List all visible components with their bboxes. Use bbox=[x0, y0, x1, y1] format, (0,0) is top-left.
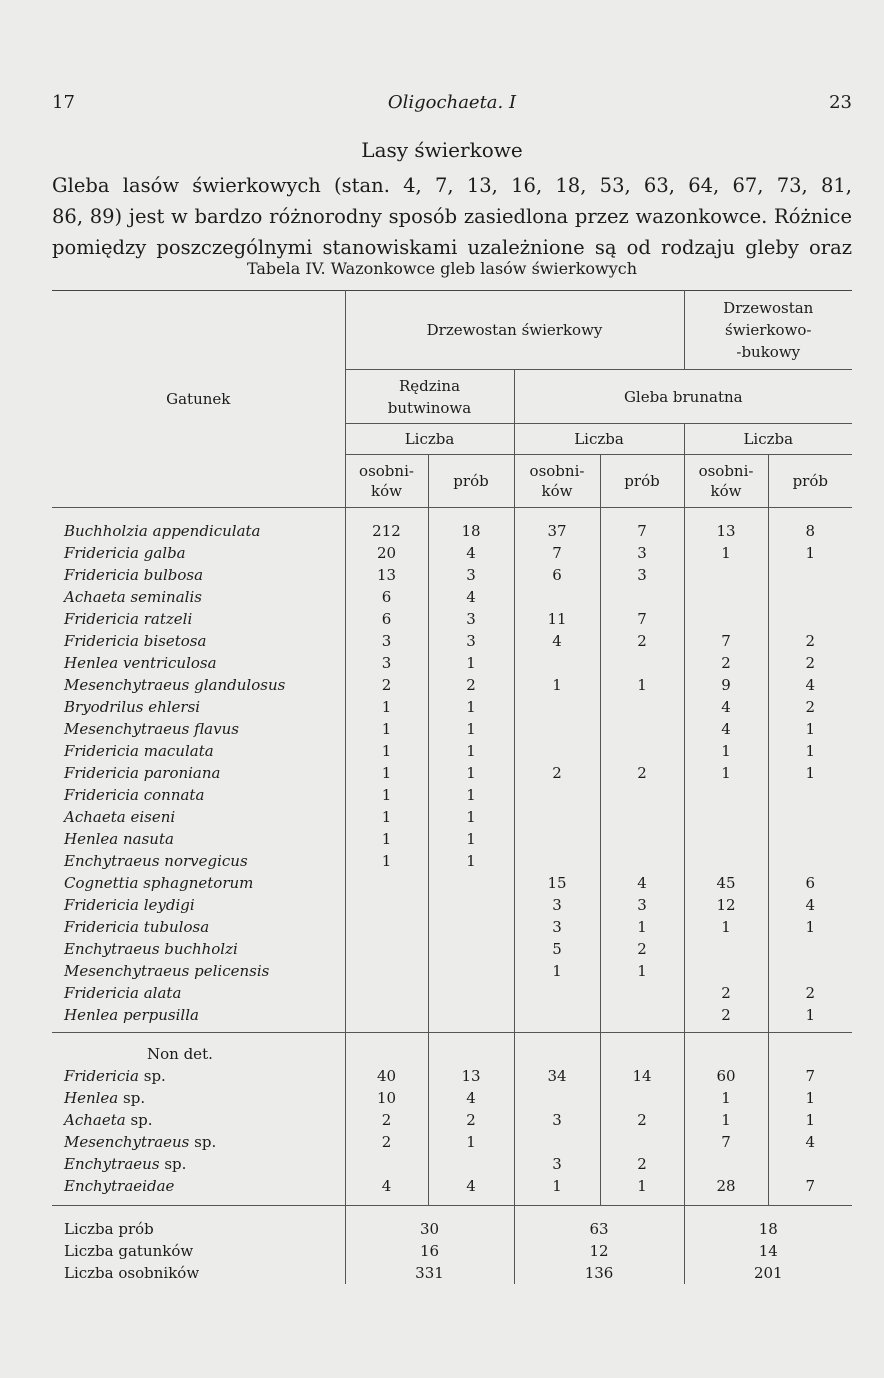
summary-row bbox=[52, 1262, 852, 1284]
mixed-stand-individuals: 7 bbox=[684, 630, 768, 652]
brown-soil-samples: 1 bbox=[600, 916, 684, 938]
mixed-stand-samples: 6 bbox=[768, 872, 852, 894]
rendzina-samples: 1 bbox=[428, 740, 514, 762]
table-row bbox=[52, 718, 852, 740]
mixed-stand-individuals: 1 bbox=[684, 1109, 768, 1131]
brown-soil-individuals: 3 bbox=[514, 1153, 600, 1175]
brown-soil-individuals: 11 bbox=[514, 608, 600, 630]
taxon-name bbox=[52, 1131, 345, 1153]
mixed-stand-individuals: 4 bbox=[684, 696, 768, 718]
table-row bbox=[52, 1175, 852, 1206]
rendzina-samples: 1 bbox=[428, 652, 514, 674]
genus-name: Enchytraeidae bbox=[64, 1177, 175, 1195]
rendzina-individuals bbox=[345, 960, 428, 982]
non-det-section bbox=[52, 1033, 852, 1206]
rendzina-samples bbox=[428, 960, 514, 982]
brown-soil-individuals bbox=[514, 784, 600, 806]
rendzina-samples: 1 bbox=[428, 1131, 514, 1153]
mixed-stand-individuals: 2 bbox=[684, 652, 768, 674]
rendzina-individuals: 40 bbox=[345, 1065, 428, 1087]
species-name: Mesenchytraeus flavus bbox=[64, 720, 239, 738]
mixed-stand-samples: 2 bbox=[768, 652, 852, 674]
brown-soil-individuals: 1 bbox=[514, 674, 600, 696]
genus-name: Achaeta bbox=[64, 1111, 126, 1129]
brown-soil-samples bbox=[600, 718, 684, 740]
rendzina-individuals: 13 bbox=[345, 564, 428, 586]
rendzina-individuals: 1 bbox=[345, 784, 428, 806]
header-individuals: osobni- ków bbox=[684, 455, 768, 508]
mixed-stand-samples: 2 bbox=[768, 630, 852, 652]
brown-soil-samples bbox=[600, 828, 684, 850]
table-row bbox=[52, 938, 852, 960]
species-name: Mesenchytraeus glandulosus bbox=[64, 676, 286, 694]
brown-soil-samples: 3 bbox=[600, 894, 684, 916]
header-soil-rendzina: Rędzina butwinowa bbox=[345, 370, 514, 424]
mixed-stand-individuals: 1 bbox=[684, 1087, 768, 1109]
table-header bbox=[52, 291, 852, 508]
rendzina-samples: 3 bbox=[428, 608, 514, 630]
rendzina-individuals bbox=[345, 1153, 428, 1175]
mixed-stand-samples bbox=[768, 1153, 852, 1175]
taxon-name bbox=[52, 1175, 345, 1206]
table-row bbox=[52, 828, 852, 850]
mixed-stand-samples bbox=[768, 608, 852, 630]
rendzina-total: 30 bbox=[345, 1206, 514, 1241]
rendzina-individuals: 1 bbox=[345, 850, 428, 872]
rendzina-individuals: 6 bbox=[345, 608, 428, 630]
rendzina-samples: 1 bbox=[428, 718, 514, 740]
rendzina-individuals: 3 bbox=[345, 630, 428, 652]
rendzina-samples: 2 bbox=[428, 674, 514, 696]
mixed-stand-individuals: 1 bbox=[684, 542, 768, 564]
brown-soil-individuals: 2 bbox=[514, 762, 600, 784]
mixed-stand-individuals bbox=[684, 938, 768, 960]
mixed-stand-samples: 4 bbox=[768, 894, 852, 916]
rendzina-samples bbox=[428, 872, 514, 894]
mixed-stand-individuals: 28 bbox=[684, 1175, 768, 1206]
species-name: Fridericia paroniana bbox=[64, 764, 221, 782]
brown-soil-total: 136 bbox=[514, 1262, 684, 1284]
rendzina-samples: 1 bbox=[428, 762, 514, 784]
rendzina-individuals: 212 bbox=[345, 508, 428, 543]
genus-name: Fridericia bbox=[64, 1067, 139, 1085]
summary-row bbox=[52, 1240, 852, 1262]
table-row bbox=[52, 762, 852, 784]
brown-soil-individuals bbox=[514, 982, 600, 1004]
mixed-stand-total: 201 bbox=[684, 1262, 852, 1284]
brown-soil-samples bbox=[600, 806, 684, 828]
brown-soil-individuals: 4 bbox=[514, 630, 600, 652]
mixed-stand-samples: 2 bbox=[768, 696, 852, 718]
brown-soil-samples: 14 bbox=[600, 1065, 684, 1087]
paragraph-line: pomiędzy poszczególnymi stanowiskami uzależnione są od rodzaju gleby oraz bbox=[52, 236, 852, 259]
species-name: Fridericia ratzeli bbox=[64, 610, 193, 628]
taxon-name bbox=[52, 1087, 345, 1109]
rendzina-individuals bbox=[345, 872, 428, 894]
species-name: Fridericia galba bbox=[64, 544, 186, 562]
mixed-stand-individuals: 7 bbox=[684, 1131, 768, 1153]
rendzina-individuals: 6 bbox=[345, 586, 428, 608]
genus-name: Mesenchytraeus bbox=[64, 1133, 190, 1151]
species-name: Achaeta seminalis bbox=[64, 588, 202, 606]
table-row bbox=[52, 872, 852, 894]
brown-soil-individuals bbox=[514, 696, 600, 718]
rendzina-individuals bbox=[345, 982, 428, 1004]
genus-name: Henlea bbox=[64, 1089, 119, 1107]
brown-soil-samples: 2 bbox=[600, 938, 684, 960]
mixed-stand-individuals bbox=[684, 784, 768, 806]
mixed-stand-samples bbox=[768, 828, 852, 850]
mixed-stand-samples: 1 bbox=[768, 1087, 852, 1109]
brown-soil-individuals bbox=[514, 850, 600, 872]
summary-label: Liczba osobników bbox=[64, 1264, 200, 1282]
epithet-abbrev: sp. bbox=[130, 1111, 153, 1129]
mixed-stand-samples bbox=[768, 960, 852, 982]
mixed-stand-samples: 1 bbox=[768, 1004, 852, 1033]
mixed-stand-individuals: 1 bbox=[684, 762, 768, 784]
rendzina-individuals: 2 bbox=[345, 674, 428, 696]
header-stand-spruce: Drzewostan świerkowy bbox=[345, 291, 684, 370]
epithet-abbrev: sp. bbox=[143, 1067, 166, 1085]
rendzina-samples bbox=[428, 1004, 514, 1033]
brown-soil-samples: 1 bbox=[600, 1175, 684, 1206]
summary-label: Liczba gatunków bbox=[64, 1242, 194, 1260]
brown-soil-samples: 2 bbox=[600, 1153, 684, 1175]
mixed-stand-samples: 1 bbox=[768, 542, 852, 564]
rendzina-individuals: 1 bbox=[345, 762, 428, 784]
rendzina-individuals bbox=[345, 1004, 428, 1033]
rendzina-samples: 18 bbox=[428, 508, 514, 543]
brown-soil-individuals: 5 bbox=[514, 938, 600, 960]
rendzina-samples: 3 bbox=[428, 630, 514, 652]
empty-cell bbox=[600, 1033, 684, 1066]
table-row bbox=[52, 894, 852, 916]
brown-soil-total: 63 bbox=[514, 1206, 684, 1241]
brown-soil-samples: 4 bbox=[600, 872, 684, 894]
table-row bbox=[52, 696, 852, 718]
mixed-stand-individuals: 9 bbox=[684, 674, 768, 696]
mixed-stand-individuals: 13 bbox=[684, 508, 768, 543]
mixed-stand-individuals bbox=[684, 960, 768, 982]
table-row bbox=[52, 916, 852, 938]
brown-soil-samples: 2 bbox=[600, 630, 684, 652]
rendzina-samples: 4 bbox=[428, 586, 514, 608]
empty-cell bbox=[428, 1033, 514, 1066]
mixed-stand-individuals: 60 bbox=[684, 1065, 768, 1087]
running-header bbox=[52, 92, 852, 120]
rendzina-samples: 13 bbox=[428, 1065, 514, 1087]
mixed-stand-individuals: 2 bbox=[684, 1004, 768, 1033]
rendzina-total: 331 bbox=[345, 1262, 514, 1284]
header-samples: prób bbox=[600, 455, 684, 508]
table-row bbox=[52, 982, 852, 1004]
mixed-stand-individuals bbox=[684, 850, 768, 872]
brown-soil-samples bbox=[600, 586, 684, 608]
rendzina-samples bbox=[428, 916, 514, 938]
brown-soil-samples: 3 bbox=[600, 542, 684, 564]
rendzina-individuals: 1 bbox=[345, 828, 428, 850]
brown-soil-samples: 1 bbox=[600, 960, 684, 982]
mixed-stand-samples: 1 bbox=[768, 718, 852, 740]
brown-soil-individuals: 1 bbox=[514, 960, 600, 982]
rendzina-individuals: 10 bbox=[345, 1087, 428, 1109]
rendzina-samples: 3 bbox=[428, 564, 514, 586]
rendzina-individuals bbox=[345, 938, 428, 960]
table-caption: Tabela IV. Wazonkowce gleb lasów świerkowych bbox=[246, 259, 638, 278]
mixed-stand-individuals: 4 bbox=[684, 718, 768, 740]
taxon-name bbox=[52, 1065, 345, 1087]
brown-soil-samples: 7 bbox=[600, 608, 684, 630]
mixed-stand-samples: 7 bbox=[768, 1065, 852, 1087]
header-count: Liczba bbox=[684, 424, 852, 455]
mixed-stand-individuals bbox=[684, 608, 768, 630]
brown-soil-individuals: 3 bbox=[514, 894, 600, 916]
brown-soil-individuals bbox=[514, 718, 600, 740]
page-number-right: 23 bbox=[829, 92, 852, 113]
header-count: Liczba bbox=[514, 424, 684, 455]
table-row bbox=[52, 1153, 852, 1175]
brown-soil-individuals bbox=[514, 1131, 600, 1153]
brown-soil-samples bbox=[600, 740, 684, 762]
mixed-stand-samples bbox=[768, 850, 852, 872]
header-individuals: osobni- ków bbox=[514, 455, 600, 508]
epithet-abbrev: sp. bbox=[164, 1155, 187, 1173]
mixed-stand-samples: 2 bbox=[768, 982, 852, 1004]
table-row bbox=[52, 740, 852, 762]
empty-cell bbox=[345, 1033, 428, 1066]
non-det-label: Non det. bbox=[52, 1033, 345, 1066]
brown-soil-individuals bbox=[514, 1087, 600, 1109]
table-row bbox=[52, 1033, 852, 1066]
page-number-left: 17 bbox=[52, 92, 75, 113]
rendzina-individuals: 3 bbox=[345, 652, 428, 674]
mixed-stand-individuals: 1 bbox=[684, 740, 768, 762]
species-name: Fridericia bulbosa bbox=[64, 566, 204, 584]
species-name: Cognettia sphagnetorum bbox=[64, 874, 254, 892]
table-row bbox=[52, 1109, 852, 1131]
mixed-stand-samples: 7 bbox=[768, 1175, 852, 1206]
rendzina-samples: 1 bbox=[428, 696, 514, 718]
brown-soil-samples bbox=[600, 982, 684, 1004]
species-name: Fridericia connata bbox=[64, 786, 205, 804]
empty-cell bbox=[768, 1033, 852, 1066]
brown-soil-individuals bbox=[514, 828, 600, 850]
brown-soil-individuals bbox=[514, 652, 600, 674]
taxon-name bbox=[52, 1153, 345, 1175]
mixed-stand-samples: 1 bbox=[768, 1109, 852, 1131]
table-row bbox=[52, 630, 852, 652]
rendzina-samples: 4 bbox=[428, 542, 514, 564]
rendzina-individuals bbox=[345, 916, 428, 938]
epithet-abbrev: sp. bbox=[123, 1089, 146, 1107]
rendzina-samples bbox=[428, 1153, 514, 1175]
epithet-abbrev: sp. bbox=[194, 1133, 217, 1151]
table-row bbox=[52, 1087, 852, 1109]
mixed-stand-total: 18 bbox=[684, 1206, 852, 1241]
summary-section bbox=[52, 1206, 852, 1285]
paragraph-line: 86, 89) jest w bardzo różnorodny sposób zasiedlona przez wazonkowce. Różnice bbox=[52, 205, 852, 228]
rendzina-samples: 1 bbox=[428, 850, 514, 872]
genus-name: Enchytraeus bbox=[64, 1155, 160, 1173]
species-name: Mesenchytraeus pelicensis bbox=[64, 962, 270, 980]
species-name: Fridericia bisetosa bbox=[64, 632, 207, 650]
mixed-stand-samples: 4 bbox=[768, 674, 852, 696]
paragraph-line: Gleba lasów świerkowych (stan. 4, 7, 13, 16, 18, 53, 63, 64, 67, 73, 81, bbox=[52, 174, 852, 197]
brown-soil-individuals: 3 bbox=[514, 1109, 600, 1131]
summary-row bbox=[52, 1206, 852, 1241]
brown-soil-samples bbox=[600, 1131, 684, 1153]
rendzina-individuals: 2 bbox=[345, 1131, 428, 1153]
body-paragraph bbox=[52, 170, 852, 263]
table-row bbox=[52, 652, 852, 674]
brown-soil-individuals: 37 bbox=[514, 508, 600, 543]
section-title: Lasy świerkowe bbox=[361, 138, 523, 162]
brown-soil-individuals: 6 bbox=[514, 564, 600, 586]
brown-soil-individuals bbox=[514, 586, 600, 608]
mixed-stand-samples bbox=[768, 806, 852, 828]
mixed-stand-samples bbox=[768, 564, 852, 586]
brown-soil-individuals: 34 bbox=[514, 1065, 600, 1087]
running-title: Oligochaeta. I bbox=[387, 92, 517, 113]
rendzina-samples bbox=[428, 894, 514, 916]
rendzina-samples: 1 bbox=[428, 784, 514, 806]
brown-soil-individuals: 7 bbox=[514, 542, 600, 564]
species-name: Fridericia alata bbox=[64, 984, 182, 1002]
rendzina-samples bbox=[428, 982, 514, 1004]
mixed-stand-samples bbox=[768, 586, 852, 608]
table-row bbox=[52, 806, 852, 828]
table-row bbox=[52, 784, 852, 806]
rendzina-individuals: 1 bbox=[345, 806, 428, 828]
rendzina-individuals: 2 bbox=[345, 1109, 428, 1131]
brown-soil-individuals bbox=[514, 740, 600, 762]
mixed-stand-individuals bbox=[684, 564, 768, 586]
mixed-stand-samples: 1 bbox=[768, 762, 852, 784]
brown-soil-samples: 3 bbox=[600, 564, 684, 586]
rendzina-individuals: 1 bbox=[345, 696, 428, 718]
column-header-species: Gatunek bbox=[52, 291, 345, 508]
species-name: Fridericia tubulosa bbox=[64, 918, 210, 936]
table-row bbox=[52, 608, 852, 630]
species-name: Henlea perpusilla bbox=[64, 1006, 199, 1024]
brown-soil-samples bbox=[600, 696, 684, 718]
header-samples: prób bbox=[428, 455, 514, 508]
empty-cell bbox=[684, 1033, 768, 1066]
mixed-stand-total: 14 bbox=[684, 1240, 852, 1262]
brown-soil-individuals bbox=[514, 806, 600, 828]
mixed-stand-individuals: 12 bbox=[684, 894, 768, 916]
brown-soil-individuals bbox=[514, 1004, 600, 1033]
mixed-stand-samples: 1 bbox=[768, 740, 852, 762]
empty-cell bbox=[514, 1033, 600, 1066]
species-name: Henlea nasuta bbox=[64, 830, 174, 848]
header-samples: prób bbox=[768, 455, 852, 508]
species-name: Fridericia leydigi bbox=[64, 896, 195, 914]
oligochaeta-table bbox=[52, 290, 852, 1284]
taxon-name bbox=[52, 1109, 345, 1131]
mixed-stand-samples: 4 bbox=[768, 1131, 852, 1153]
species-name: Buchholzia appendiculata bbox=[64, 522, 261, 540]
brown-soil-samples bbox=[600, 850, 684, 872]
mixed-stand-samples: 1 bbox=[768, 916, 852, 938]
brown-soil-samples: 7 bbox=[600, 508, 684, 543]
rendzina-individuals bbox=[345, 894, 428, 916]
table-row bbox=[52, 586, 852, 608]
rendzina-samples: 2 bbox=[428, 1109, 514, 1131]
table-row bbox=[52, 564, 852, 586]
rendzina-individuals: 20 bbox=[345, 542, 428, 564]
brown-soil-individuals: 15 bbox=[514, 872, 600, 894]
mixed-stand-individuals: 2 bbox=[684, 982, 768, 1004]
rendzina-samples: 4 bbox=[428, 1087, 514, 1109]
rendzina-samples: 4 bbox=[428, 1175, 514, 1206]
header-stand-mixed: Drzewostan świerkowo- -bukowy bbox=[684, 291, 852, 370]
brown-soil-samples bbox=[600, 1087, 684, 1109]
brown-soil-individuals: 1 bbox=[514, 1175, 600, 1206]
table-row bbox=[52, 1131, 852, 1153]
table-row bbox=[52, 508, 852, 543]
table-row bbox=[52, 850, 852, 872]
table-row bbox=[52, 1004, 852, 1033]
summary-label: Liczba prób bbox=[52, 1206, 345, 1241]
brown-soil-samples: 2 bbox=[600, 1109, 684, 1131]
header-individuals: osobni- ków bbox=[345, 455, 428, 508]
rendzina-samples bbox=[428, 938, 514, 960]
species-name: Henlea ventriculosa bbox=[64, 654, 217, 672]
table-row bbox=[52, 674, 852, 696]
header-soil-brown: Gleba brunatna bbox=[514, 370, 852, 424]
species-section bbox=[52, 508, 852, 1033]
species-name: Fridericia maculata bbox=[64, 742, 214, 760]
brown-soil-samples: 1 bbox=[600, 674, 684, 696]
species-name: Bryodrilus ehlersi bbox=[64, 698, 201, 716]
mixed-stand-individuals: 45 bbox=[684, 872, 768, 894]
brown-soil-total: 12 bbox=[514, 1240, 684, 1262]
brown-soil-samples bbox=[600, 784, 684, 806]
mixed-stand-samples bbox=[768, 938, 852, 960]
header-count: Liczba bbox=[345, 424, 514, 455]
rendzina-samples: 1 bbox=[428, 828, 514, 850]
mixed-stand-individuals bbox=[684, 586, 768, 608]
rendzina-individuals: 1 bbox=[345, 740, 428, 762]
rendzina-individuals: 1 bbox=[345, 718, 428, 740]
mixed-stand-individuals: 1 bbox=[684, 916, 768, 938]
species-name: Achaeta eiseni bbox=[64, 808, 176, 826]
brown-soil-samples bbox=[600, 652, 684, 674]
brown-soil-samples: 2 bbox=[600, 762, 684, 784]
table-row bbox=[52, 1065, 852, 1087]
rendzina-samples: 1 bbox=[428, 806, 514, 828]
rendzina-total: 16 bbox=[345, 1240, 514, 1262]
mixed-stand-individuals bbox=[684, 828, 768, 850]
rendzina-individuals: 4 bbox=[345, 1175, 428, 1206]
mixed-stand-samples: 8 bbox=[768, 508, 852, 543]
mixed-stand-samples bbox=[768, 784, 852, 806]
table-row bbox=[52, 542, 852, 564]
mixed-stand-individuals bbox=[684, 1153, 768, 1175]
mixed-stand-individuals bbox=[684, 806, 768, 828]
table-row bbox=[52, 960, 852, 982]
species-name: Enchytraeus buchholzi bbox=[64, 940, 238, 958]
brown-soil-samples bbox=[600, 1004, 684, 1033]
brown-soil-individuals: 3 bbox=[514, 916, 600, 938]
species-name: Enchytraeus norvegicus bbox=[64, 852, 248, 870]
